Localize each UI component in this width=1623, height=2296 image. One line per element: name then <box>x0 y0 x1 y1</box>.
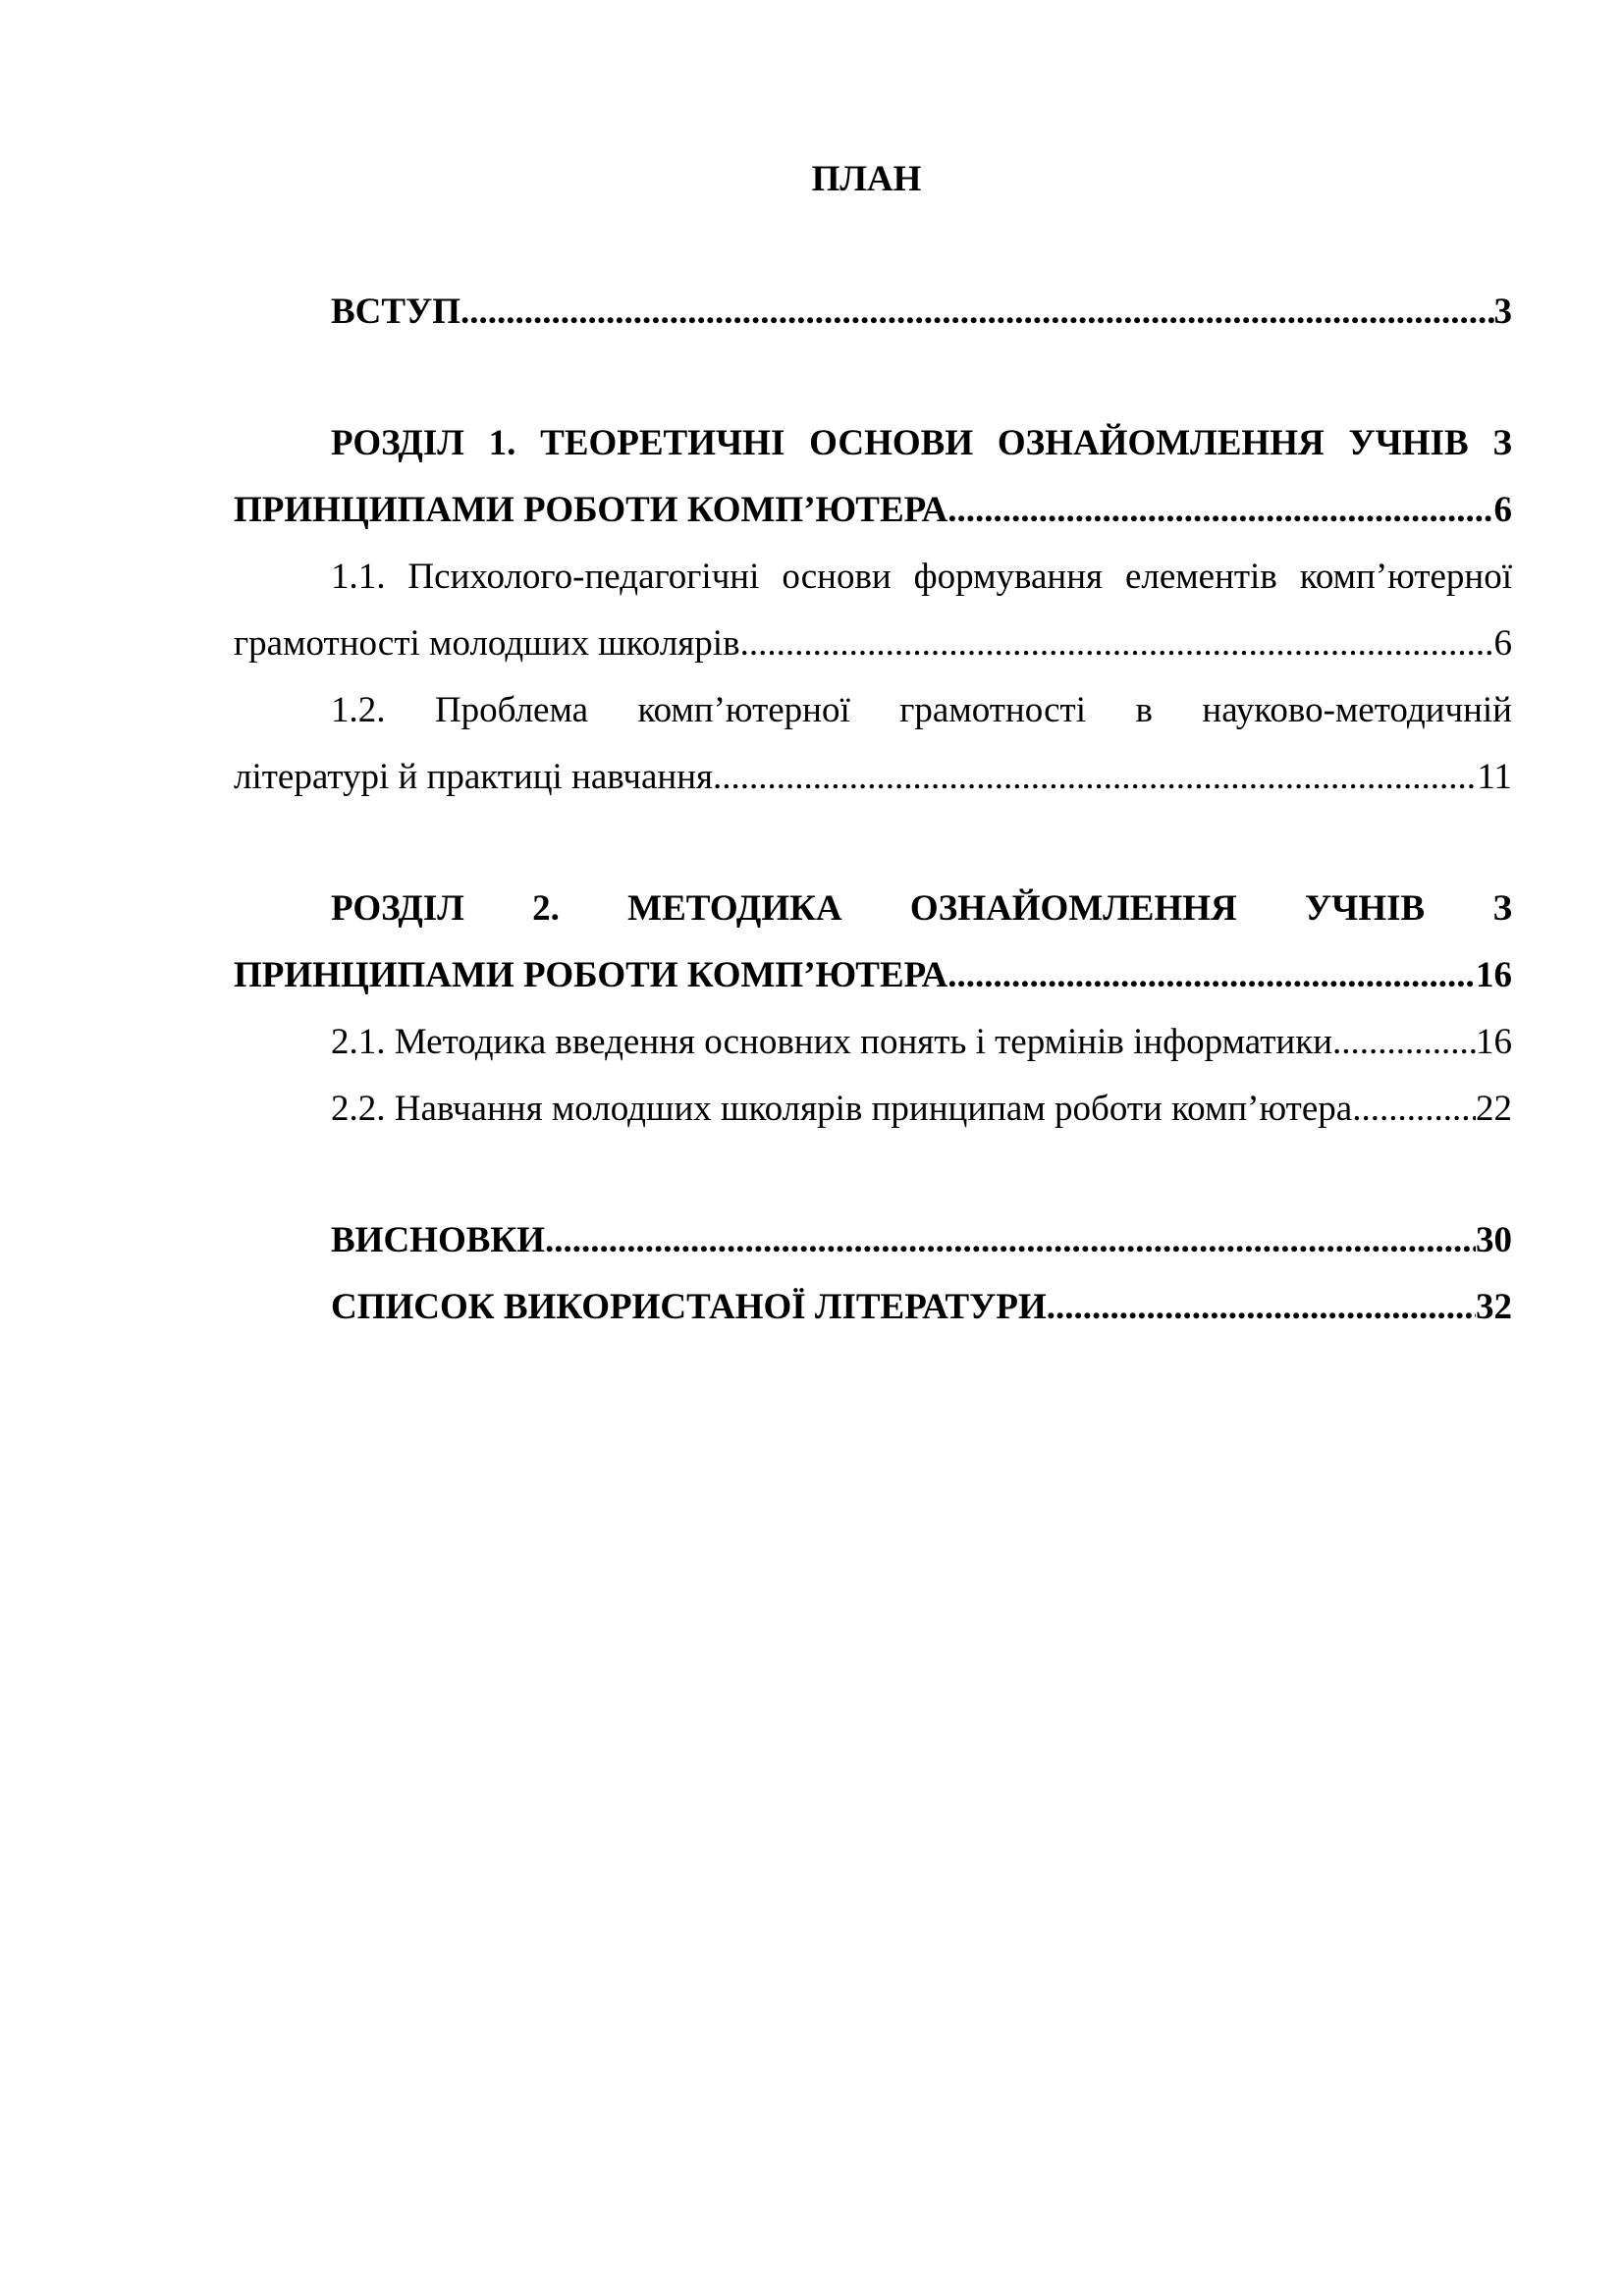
toc-word: комп’ютерної <box>1299 557 1512 597</box>
toc-word: елементів <box>1124 557 1277 597</box>
toc-chapter1-page: 6 <box>1493 490 1512 530</box>
toc-chapter1-line1[interactable] <box>234 410 1512 477</box>
toc-chapter2-line1[interactable] <box>234 876 1512 942</box>
toc-section-1-2-line1[interactable] <box>234 677 1512 744</box>
toc-section-2-2-label: 2.2. Навчання молодших школярів принципам роботи комп’ютера <box>331 1089 1353 1129</box>
toc-chapter1-label: ПРИНЦИПАМИ РОБОТИ КОМП’ЮТЕРА <box>234 490 948 530</box>
toc-section-2-2-page: 22 <box>1476 1089 1512 1129</box>
toc-leader-dots <box>947 477 1493 544</box>
toc-chapter2-line2[interactable] <box>234 942 1512 1009</box>
toc-word: грамотності <box>899 690 1087 730</box>
toc-word: З <box>1492 423 1512 463</box>
toc-word: 2. <box>532 888 560 929</box>
toc-entry-conclusions-page: 30 <box>1476 1220 1512 1260</box>
toc-entry-references-label: СПИСОК ВИКОРИСТАНОЇ ЛІТЕРАТУРИ <box>331 1287 1047 1327</box>
toc-leader-dots <box>1332 1009 1476 1076</box>
toc-chapter1-line2[interactable] <box>234 477 1512 544</box>
page-title: ПЛАН <box>811 159 922 199</box>
toc-word: 1.1. <box>331 557 386 597</box>
toc-entry-references-page: 32 <box>1476 1287 1512 1327</box>
toc-word: науково-методичній <box>1202 690 1512 730</box>
toc-word: формування <box>913 557 1104 597</box>
toc-section-1-1-line1[interactable] <box>234 544 1512 611</box>
toc-entry-intro-page: 3 <box>1493 292 1512 332</box>
toc-word: ОСНОВИ <box>809 423 974 463</box>
toc-entry-intro-label: ВСТУП <box>331 292 461 332</box>
toc-word: РОЗДІЛ <box>331 423 464 463</box>
toc-leader-dots <box>947 942 1476 1009</box>
toc-leader-dots <box>1352 1076 1476 1143</box>
toc-word: МЕТОДИКА <box>627 888 842 929</box>
toc-entry-conclusions[interactable] <box>234 1207 1512 1274</box>
toc-word: комп’ютерної <box>637 690 850 730</box>
toc-section-1-2-line2[interactable] <box>234 744 1512 811</box>
toc-word: УЧНІВ <box>1348 423 1469 463</box>
toc-chapter2-page: 16 <box>1476 955 1512 995</box>
toc-leader-dots <box>460 279 1493 346</box>
toc-word: 1. <box>488 423 516 463</box>
toc-word: в <box>1135 690 1153 730</box>
toc-word: З <box>1492 888 1512 929</box>
toc-section-1-2-label: літературі й практиці навчання <box>234 757 714 797</box>
toc-section-1-2-page: 11 <box>1477 757 1512 797</box>
toc-word: ОЗНАЙОМЛЕННЯ <box>909 888 1237 929</box>
toc-section-2-2[interactable] <box>234 1076 1512 1143</box>
toc-entry-intro[interactable] <box>234 279 1512 346</box>
toc-section-2-1-page: 16 <box>1476 1022 1512 1062</box>
toc-section-1-1-label: грамотності молодших школярів <box>234 623 740 664</box>
toc-word: РОЗДІЛ <box>331 888 464 929</box>
toc-word: УЧНІВ <box>1305 888 1426 929</box>
toc-chapter2-label: ПРИНЦИПАМИ РОБОТИ КОМП’ЮТЕРА <box>234 955 948 995</box>
toc-word: 1.2. <box>331 690 386 730</box>
toc-word: ТЕОРЕТИЧНІ <box>540 423 785 463</box>
toc-section-2-1-label: 2.1. Методика введення основних понять і термінів інформатики <box>331 1022 1332 1062</box>
toc-word: Проблема <box>434 690 589 730</box>
toc-section-2-1[interactable] <box>234 1009 1512 1076</box>
toc-word: основи <box>782 557 892 597</box>
toc-entry-references[interactable] <box>234 1274 1512 1341</box>
toc-word: ОЗНАЙОМЛЕННЯ <box>997 423 1325 463</box>
toc-leader-dots <box>740 611 1494 677</box>
toc-leader-dots <box>545 1207 1476 1274</box>
toc-leader-dots <box>1047 1274 1476 1341</box>
toc-section-1-1-line2[interactable] <box>234 611 1512 677</box>
toc-entry-conclusions-label: ВИСНОВКИ <box>331 1220 546 1260</box>
toc-section-1-1-page: 6 <box>1493 623 1512 664</box>
toc-leader-dots <box>713 744 1477 811</box>
toc-word: Психолого-педагогічні <box>407 557 760 597</box>
